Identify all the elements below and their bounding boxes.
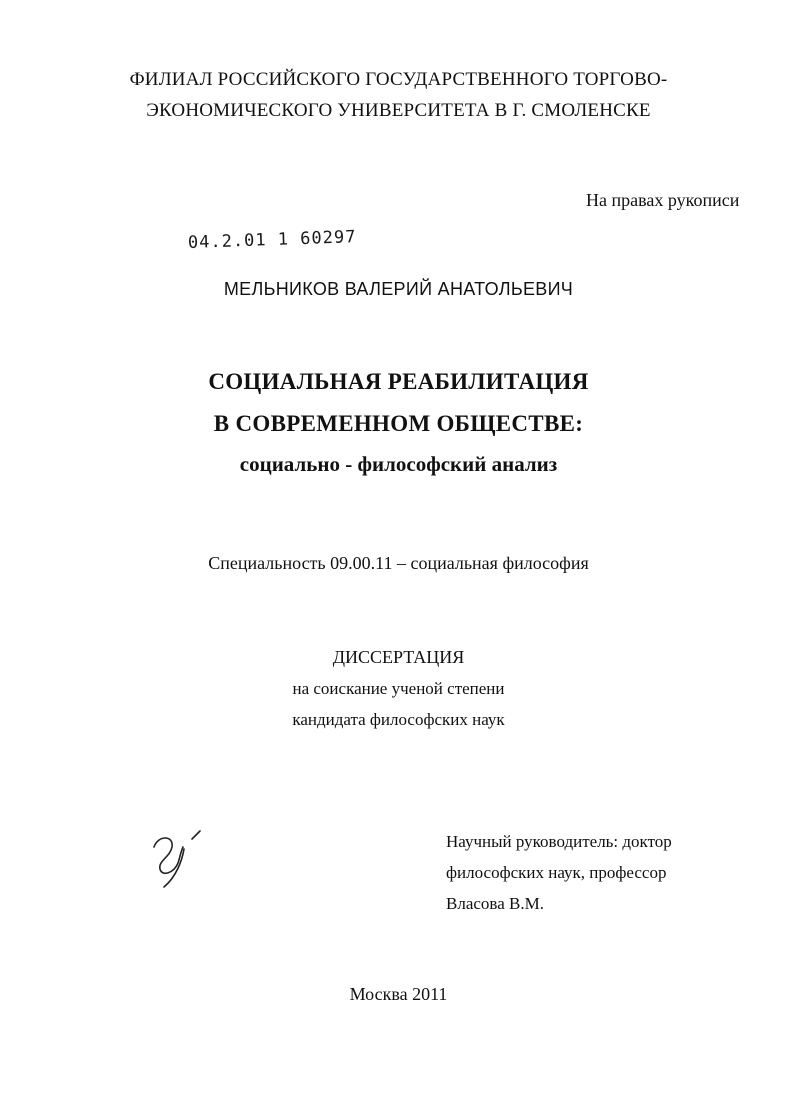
title-subtitle: социально - философский анализ <box>239 452 558 476</box>
city-year: Москва 2011 <box>349 984 448 1004</box>
dissertation-degree-line-2: кандидата философских наук <box>292 710 505 729</box>
dissertation-degree-line-1: на соискание ученой степени <box>292 679 505 698</box>
author-name: МЕЛЬНИКОВ ВАЛЕРИЙ АНАТОЛЬЕВИЧ <box>223 279 574 299</box>
title-line-2: В СОВРЕМЕННОМ ОБЩЕСТВЕ: <box>213 411 584 436</box>
institution-line-2: ЭКОНОМИЧЕСКОГО УНИВЕРСИТЕТА В Г. СМОЛЕНСКЕ <box>146 100 651 121</box>
advisor-line-2: философских наук, профессор <box>446 863 667 882</box>
registration-stamp: 04.2.01 1 60297 <box>187 227 357 253</box>
institution-line-1: ФИЛИАЛ РОССИЙСКОГО ГОСУДАРСТВЕННОГО ТОРГОВО- <box>129 69 668 90</box>
signature-mark <box>148 825 208 900</box>
handwritten-signature <box>148 825 208 895</box>
specialty-line: Специальность 09.00.11 – социальная философия <box>208 553 589 573</box>
title-line-1: СОЦИАЛЬНАЯ РЕАБИЛИТАЦИЯ <box>208 369 589 394</box>
manuscript-note: На правах рукописи <box>586 190 740 210</box>
advisor-line-3: Власова В.М. <box>446 894 544 913</box>
advisor-line-1: Научный руководитель: доктор <box>446 832 672 851</box>
dissertation-heading: ДИССЕРТАЦИЯ <box>332 647 465 667</box>
